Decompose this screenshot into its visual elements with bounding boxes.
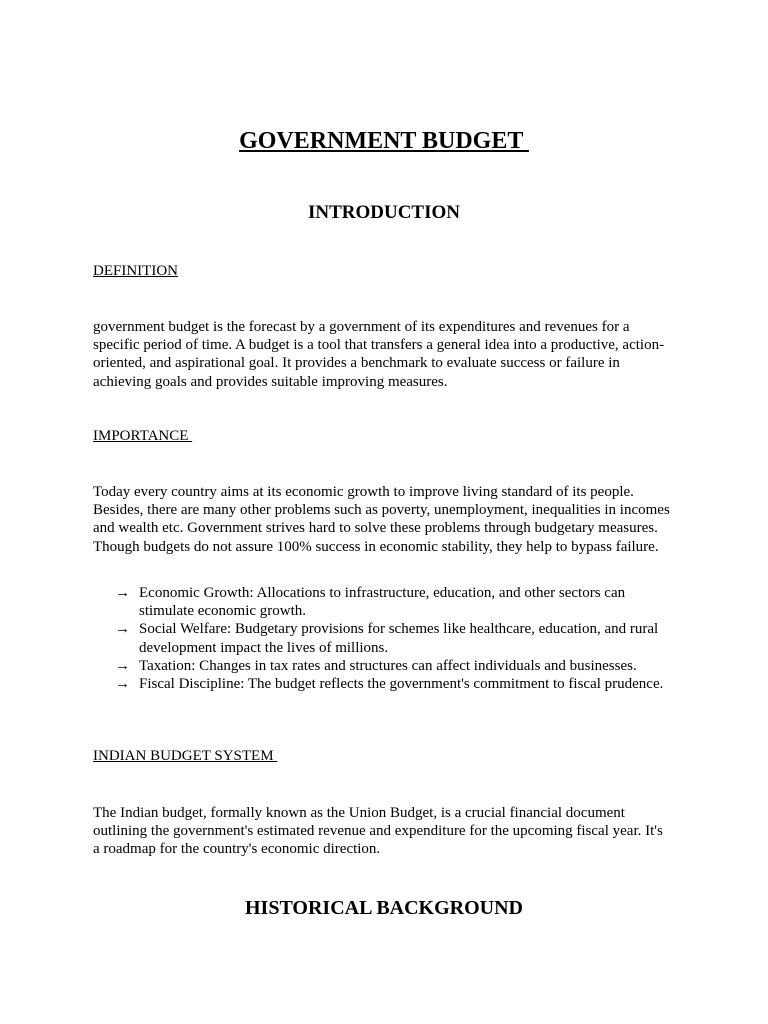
arrow-right-icon: →	[115, 621, 130, 638]
arrow-right-icon: →	[115, 676, 130, 693]
bullet-text: Economic Growth: Allocations to infrastructure, education, and other sectors can stimulate economic growth.	[139, 585, 626, 620]
definition-heading: DEFINITION	[93, 263, 178, 279]
list-item	[93, 620, 673, 656]
historical-background-heading: HISTORICAL BACKGROUND	[244, 897, 524, 919]
importance-paragraph: Today every country aims at its economic growth to improve living standard of its people. Besides, there are many other problems such as poverty, unemployment, inequalities in incomes and wealth etc. Government strives hard to solve these problems through budgetary measures. Though budgets do not assure 100% success in economic stability, they help to bypass failure.	[93, 484, 670, 555]
bullet-text: Fiscal Discipline: The budget reflects the government's commitment to fiscal prudence.	[139, 676, 664, 693]
list-item	[93, 657, 673, 675]
introduction-heading: INTRODUCTION	[307, 202, 461, 223]
arrow-right-icon: →	[115, 585, 130, 601]
arrow-right-icon: →	[115, 657, 130, 674]
bullet-text: Social Welfare: Budgetary provisions for schemes like healthcare, education, and rural development impact the lives of millions.	[139, 621, 659, 656]
list-item	[93, 675, 673, 693]
definition-paragraph: government budget is the forecast by a government of its expenditures and revenues for a specific period of time. A budget is a tool that transfers a general idea into a productive, action-oriented, and aspirational goal. It provides a benchmark to evaluate success or failure in achieving goals and provides suitable improving measures.	[93, 319, 665, 390]
indian-budget-system-paragraph: The Indian budget, formally known as the Union Budget, is a crucial financial document outlining the government's estimated revenue and expenditure for the upcoming fiscal year. It's a roadmap for the country's economic direction.	[93, 805, 663, 858]
list-item	[93, 584, 673, 620]
document-title: GOVERNMENT BUDGET	[239, 128, 529, 154]
importance-bullet-list	[93, 584, 673, 693]
bullet-text: Taxation: Changes in tax rates and structures can affect individuals and businesses.	[139, 657, 637, 674]
indian-budget-system-heading: INDIAN BUDGET SYSTEM	[93, 748, 278, 764]
importance-heading: IMPORTANCE	[93, 428, 193, 444]
